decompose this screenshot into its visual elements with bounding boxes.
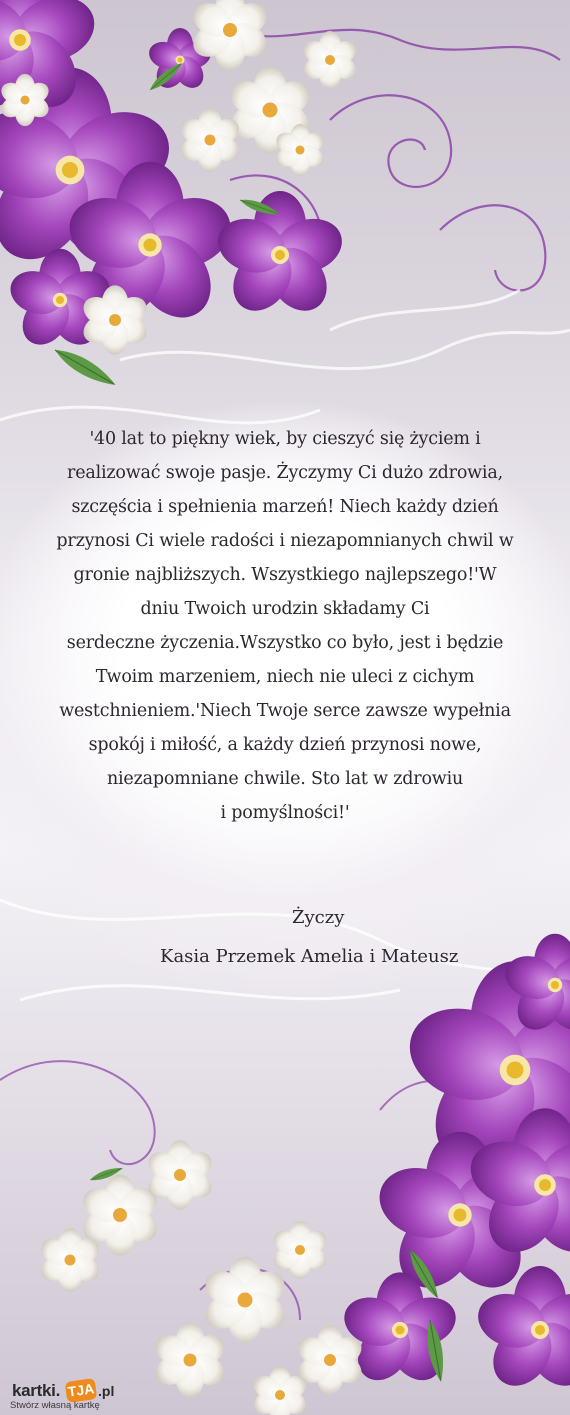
- message-line: spokój i miłość, a każdy dzień przynosi nowe,: [88, 735, 482, 755]
- signature: Kasia Przemek Amelia i Mateusz: [160, 946, 459, 967]
- logo-word: kartki.: [12, 1381, 60, 1400]
- message-line: westchnieniem.'Niech Twoje serce zawsze wypełnia: [59, 701, 511, 721]
- birthday-message: [22, 422, 548, 830]
- message-line: Twoim marzeniem, niech nie uleci z cichym: [95, 667, 475, 687]
- logo-tagline: Stwórz własną kartkę: [10, 1400, 100, 1411]
- message-line: szczęścia i spełnienia marzeń! Niech każdy dzień: [71, 497, 499, 517]
- message-line: przynosi Ci wiele radości i niezapomnianych chwil w: [56, 531, 514, 551]
- message-line: serdeczne życzenia.Wszystko co było, jest i będzie: [66, 633, 504, 653]
- message-line: dniu Twoich urodzin składamy Ci: [140, 599, 430, 619]
- message-line: gronie najbliższych. Wszystkiego najlepszego!'W: [73, 565, 497, 585]
- message-line: '40 lat to piękny wiek, by cieszyć się życiem i: [89, 429, 481, 449]
- message-line: niezapomniane chwile. Sto lat w zdrowiu: [106, 769, 464, 789]
- message-line: i pomyślności!': [220, 803, 350, 823]
- message-line: realizować swoje pasje. Życzymy Ci dużo zdrowia,: [67, 463, 503, 483]
- kartki-logo[interactable]: [4, 1381, 124, 1413]
- logo-tld: .pl: [98, 1383, 115, 1399]
- wish-label: Życzy: [292, 907, 345, 928]
- logo-badge-text: TJA: [66, 1380, 96, 1400]
